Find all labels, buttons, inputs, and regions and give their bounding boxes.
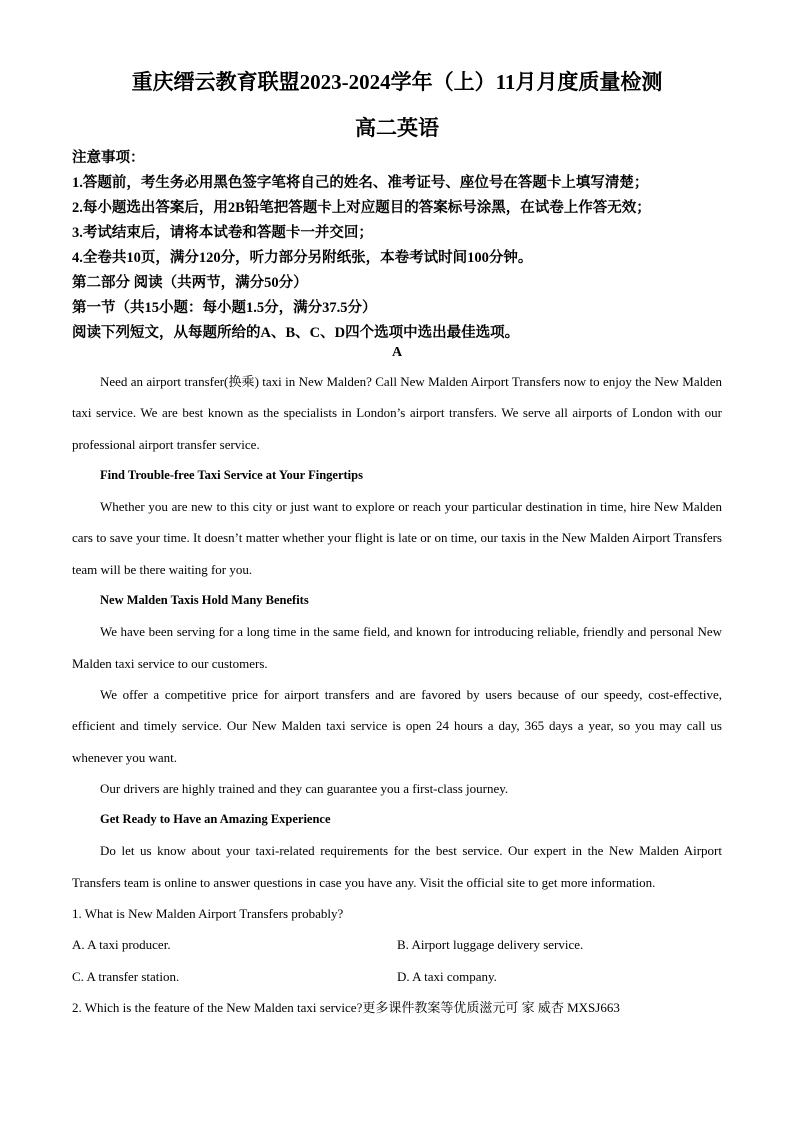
note-item-3: 3.考试结束后，请将本试卷和答题卡一并交回； <box>72 225 373 241</box>
note-item-1: 1.答题前，考生务必用黑色签字笔将自己的姓名、准考证号、座位号在答题卡上填写清楚； <box>72 175 649 191</box>
instructions-block <box>72 146 732 346</box>
passage-heading-2: New Malden Taxis Hold Many Benefits <box>100 593 309 608</box>
passage-a <box>72 366 722 1023</box>
part-heading: 第二部分 阅读（共两节，满分50分） <box>72 275 308 291</box>
section-heading: 第一节（共15小题：每小题1.5分，满分37.5分） <box>72 300 377 316</box>
passage-heading-1: Find Trouble-free Taxi Service at Your Fingertips <box>100 467 363 482</box>
note-item-2: 2.每小题选出答案后，用2B铅笔把答题卡上对应题目的答案标号涂黑，在试卷上作答无效； <box>72 200 651 216</box>
exam-subtitle: 高二英语 <box>355 116 439 140</box>
notes-heading: 注意事项： <box>72 150 145 166</box>
question-1-stem: 1. What is New Malden Airport Transfers probably? <box>72 906 344 922</box>
passage-paragraph-4: We offer a competitive price for airport transfers and are favored by users because of our speedy, cost-effective, efficient and timely service. Our New Malden taxi service is open 24 hours a day, 365 days a year, so you may call us whenever you want. <box>72 686 722 765</box>
reading-instruction: 阅读下列短文，从每题所给的A、B、C、D四个选项中选出最佳选项。 <box>72 325 520 341</box>
option-a: A. A taxi producer. <box>72 937 171 953</box>
question-1-options-row-1 <box>72 929 722 960</box>
option-d: D. A taxi company. <box>397 968 497 984</box>
question-2-stem: 2. Which is the feature of the New Malden taxi service?更多课件教案等优质滋元可 家 威杏 MXSJ663 <box>72 999 620 1015</box>
passage-heading-3: Get Ready to Have an Amazing Experience <box>100 812 331 827</box>
passage-paragraph-1: Need an airport transfer(换乘) taxi in New Malden? Call New Malden Airport Transfers now to enjoy the New Malden taxi service. We are best known as the specialists in London’s airport transfers. We serve all airports of London with our professional airport transfer service. <box>72 374 722 452</box>
passage-label: A <box>391 345 403 360</box>
passage-paragraph-3: We have been serving for a long time in the same field, and known for introducing reliable, friendly and personal New Malden taxi service to our customers. <box>72 624 722 671</box>
option-b: B. Airport luggage delivery service. <box>397 937 584 953</box>
option-c: C. A transfer station. <box>72 968 180 984</box>
note-item-4: 4.全卷共10页，满分120分，听力部分另附纸张，本卷考试时间100分钟。 <box>72 250 533 266</box>
exam-title: 重庆缙云教育联盟2023-2024学年（上）11月月度质量检测 <box>131 70 663 94</box>
passage-paragraph-5: Our drivers are highly trained and they can guarantee you a first-class journey. <box>100 780 509 796</box>
passage-paragraph-6: Do let us know about your taxi-related requirements for the best service. Our expert in the New Malden Airport Transfers team is online to answer questions in case you have any. Visit the official site to get more information. <box>72 843 722 890</box>
passage-paragraph-2: Whether you are new to this city or just want to explore or reach your particular destination in time, hire New Malden cars to save your time. It doesn’t matter whether your flight is late or on time, our taxis in the New Malden Airport Transfers team will be there waiting for you. <box>72 499 722 577</box>
question-1-options-row-2 <box>72 961 722 992</box>
